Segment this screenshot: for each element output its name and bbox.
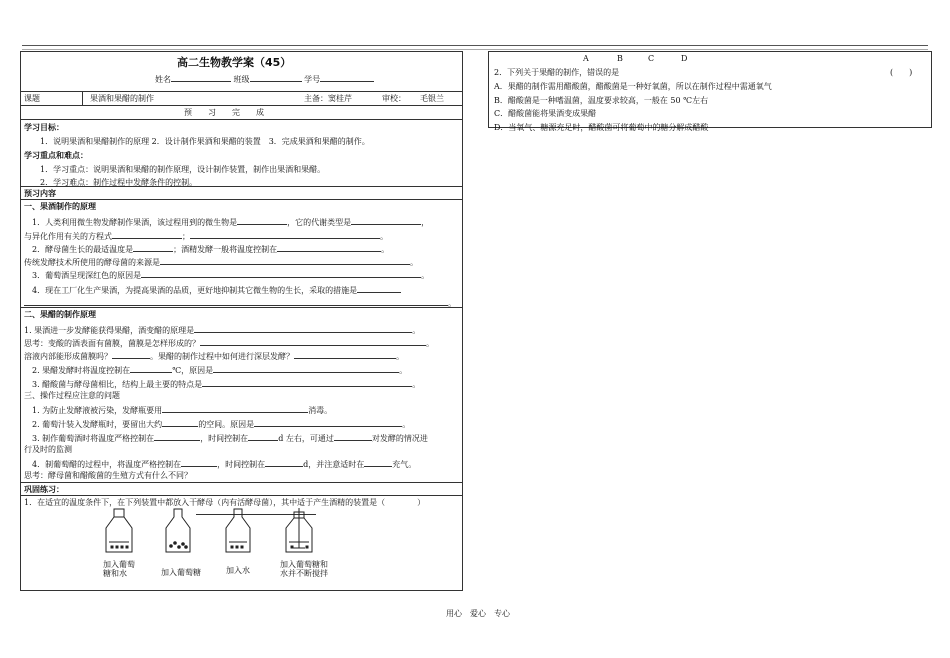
flask-c xyxy=(226,509,250,552)
s2-q2b: ℃，原因是 xyxy=(172,366,214,375)
right-option-a: A．果醋的制作需用醋酸菌，醋酸菌是一种好氧菌，所以在制作过程中需通氧气 xyxy=(494,82,772,91)
flask-d-label: 加入葡萄糖和 水并不断搅拌 xyxy=(280,560,328,578)
s1-q1b: ，它的代谢类型是 xyxy=(287,218,352,227)
blank xyxy=(162,404,308,413)
s3-q4a: 4．制葡萄醋的过程中，将温度严格控制在 xyxy=(32,460,182,469)
goals-title: 学习目标： xyxy=(24,123,64,132)
s1-q4: 4．现在工厂化生产果酒，为提高果酒的品质，更好地抑制其它微生物的生长，采取的措施是 xyxy=(32,286,358,295)
option-letter-a: A xyxy=(583,54,589,63)
goals-text: 1．说明果酒和果醋制作的原理 2．设计制作果酒和果醋的装置 3．完成果酒和果醋的制作。 xyxy=(40,137,370,146)
s1-q2c: 传统发酵技术所使用的酵母菌的来源是 xyxy=(24,258,160,267)
flask-c-label: 加入水 xyxy=(226,566,250,575)
s3-q4-line xyxy=(32,458,416,470)
s1-q2b: ；酒精发酵一般将温度控制在 xyxy=(173,245,278,254)
topic-label: 课题 xyxy=(24,94,40,103)
s3-q2b: 的空间。原因是 xyxy=(198,420,255,429)
blank xyxy=(162,418,198,427)
topic: 果酒和果醋的制作 xyxy=(90,94,154,103)
s2-q2a: 2. 果醋发酵时将温度控制在 xyxy=(32,366,131,375)
s3-q1b: 消毒。 xyxy=(308,406,333,415)
page-top-rule xyxy=(22,45,928,46)
keypoints-title: 学习重点和难点： xyxy=(24,151,88,160)
right-q2-paren: ( ) xyxy=(890,68,913,77)
s1-q1a: 1．人类利用微生物发酵制作果酒，该过程用到的微生物是 xyxy=(32,218,238,227)
right-option-d: D．当氧气、糖源充足时，醋酸菌可将葡萄中的糖分解成醋酸 xyxy=(494,123,709,132)
keypoint-1: 1．学习重点：说明果酒和果醋的制作原理，设计制作装置，制作出果酒和果醋。 xyxy=(40,165,326,174)
s3-q4c: d，并注意适时在 xyxy=(303,460,365,469)
s3-q4d: 充气。 xyxy=(392,460,417,469)
s1-q2a: 2．酵母菌生长的最适温度是 xyxy=(32,245,134,254)
number-label: 学号 xyxy=(304,75,321,84)
blank xyxy=(351,216,421,225)
s2-think1-line: 思考：变酸的酒表面有菌膜，菌膜是怎样形成的？ 。 xyxy=(24,339,434,348)
blank xyxy=(334,432,372,441)
blank xyxy=(213,364,399,373)
right-option-b: B．醋酸菌是一种嗜温菌，温度要求较高，一般在 50 ℃左右 xyxy=(494,96,709,105)
section2-title: 二、果醋的制作原理 xyxy=(24,310,96,319)
s3-q1-line xyxy=(32,404,332,416)
s2-q2-line: 2. 果醋发酵时将温度控制在 ℃，原因是 。 xyxy=(32,366,408,375)
preview-divider xyxy=(20,199,463,200)
page-top-rule-thin xyxy=(22,49,928,50)
flask-a-label: 加入葡萄 糖和水 xyxy=(103,560,135,578)
s3-q1a: 1. 为防止发酵液被污染，发酵瓶要用 xyxy=(32,406,163,415)
s2-q1: 1. 果酒进一步发酵能获得果醋，酒变醋的原理是 xyxy=(24,326,195,335)
section1-divider xyxy=(20,307,463,308)
keypoint-2: 2．学习难点：制作过程中发酵条件的控制。 xyxy=(40,178,198,187)
s1-q3: 3．葡萄酒呈现深红色的原因是 xyxy=(32,271,142,280)
blank xyxy=(254,418,402,427)
header-divider xyxy=(20,91,463,92)
name-blank xyxy=(171,73,231,82)
practice-title: 巩固练习： xyxy=(24,485,64,494)
preview-title: 预习内容 xyxy=(24,189,56,198)
blank xyxy=(130,364,172,373)
name-label: 姓名 xyxy=(155,75,171,84)
blank xyxy=(154,432,200,441)
practice-divider xyxy=(20,495,463,496)
s3-q3a: 3. 制作葡萄酒时将温度严格控制在 xyxy=(32,434,155,443)
s3-q2-line: 2. 葡萄汁装入发酵瓶时，要留出大约 的空间。原因是 。 xyxy=(32,420,411,429)
flask-a xyxy=(106,509,132,552)
s2-q3: 3. 醋酸菌与酵母菌相比，结构上最主要的特点是 xyxy=(32,380,203,389)
footer-text: 用心 爱心 专心 xyxy=(446,609,510,618)
s1-q1c: 与异化作用有关的方程式 xyxy=(24,232,112,241)
blank xyxy=(160,256,410,265)
section1-title: 一、果酒制作的原理 xyxy=(24,202,96,211)
option-letter-d: D xyxy=(681,54,688,63)
flask-b xyxy=(166,509,190,552)
blank xyxy=(202,378,412,387)
stage-label: 预 习 完 成 xyxy=(184,108,264,117)
option-letter-c: C xyxy=(648,54,655,63)
blank xyxy=(277,243,381,252)
number-blank xyxy=(320,73,374,82)
reviewer-label: 审校： xyxy=(382,94,406,103)
blank xyxy=(364,458,392,467)
topic-divider xyxy=(82,91,83,105)
s2-think2a: 溶液内部能形成菌膜吗？ xyxy=(24,352,112,361)
flask-b-label: 加入葡萄糖 xyxy=(161,568,201,577)
keypoints-divider xyxy=(20,186,463,187)
s1-q4-cont: 。 xyxy=(24,297,456,309)
class-blank xyxy=(250,73,302,82)
practice-q1: 1．在适宜的温度条件下，在下列装置中都放入干酵母（内有活酵母菌），其中适于产生酒精的装置是（ ） xyxy=(24,498,426,507)
blank xyxy=(237,216,287,225)
flask-diagrams xyxy=(100,506,340,556)
info-divider xyxy=(20,105,463,106)
s2-think2-line: 溶液内部能形成菌膜吗？ 。果醋的制作过程中如何进行深层发酵？ 。 xyxy=(24,352,404,361)
class-label: 班级 xyxy=(233,75,250,84)
s3-q3c: d 左右，可通过 xyxy=(278,434,334,443)
s1-q4-line xyxy=(32,284,401,296)
page-title: 高二生物教学案（45） xyxy=(177,56,292,69)
blank xyxy=(112,350,150,359)
blank xyxy=(248,432,278,441)
blank xyxy=(112,230,182,239)
s1-q1c-line: 与异化作用有关的方程式 ； 。 xyxy=(24,232,388,241)
s2-q1-line: 1. 果酒进一步发酵能获得果醋，酒变醋的原理是 。 xyxy=(24,326,421,335)
s3-q4b: ，时间控制在 xyxy=(217,460,266,469)
blank xyxy=(24,297,448,306)
s1-q3-line: 3．葡萄酒呈现深红色的原因是 。 xyxy=(32,271,430,280)
s1-q2c-line: 传统发酵技术所使用的酵母菌的来源是 。 xyxy=(24,258,418,267)
stage-divider xyxy=(20,119,463,120)
flask-d xyxy=(286,508,312,552)
s3-q3e: 行及时的监测 xyxy=(24,445,72,454)
s2-think1: 思考：变酸的酒表面有菌膜，菌膜是怎样形成的？ xyxy=(24,339,200,348)
blank xyxy=(357,284,401,293)
section3-title: 三、操作过程应注意的问题 xyxy=(24,391,120,400)
right-q2: 2．下列关于果醋的制作，错误的是 xyxy=(494,68,620,77)
s3-q2a: 2. 葡萄汁装入发酵瓶时，要留出大约 xyxy=(32,420,163,429)
s3-q3b: ，时间控制在 xyxy=(200,434,249,443)
s3-think: 思考：酵母菌和醋酸菌的生殖方式有什么不同？ xyxy=(24,471,192,480)
section3-divider xyxy=(20,482,463,483)
s2-q3-line: 3. 醋酸菌与酵母菌相比，结构上最主要的特点是 。 xyxy=(32,380,421,389)
blank xyxy=(190,230,380,239)
blank xyxy=(194,324,412,333)
blank xyxy=(181,458,217,467)
s3-q3d: 对发酵的情况进 xyxy=(371,434,428,443)
reviewer-name: 毛银兰 xyxy=(420,94,444,103)
blank xyxy=(133,243,173,252)
s2-think2b: 。果醋的制作过程中如何进行深层发酵？ xyxy=(150,352,294,361)
blank xyxy=(200,337,426,346)
blank xyxy=(294,350,396,359)
right-option-c: C．醋酸菌能将果酒变成果醋 xyxy=(494,109,597,118)
s1-q1: 1．人类利用微生物发酵制作果酒，该过程用到的微生物是 ，它的代谢类型是 ， xyxy=(32,218,430,227)
author: 主备：窦桂芹 xyxy=(304,94,352,103)
option-letter-b: B xyxy=(617,54,623,63)
blank xyxy=(141,269,421,278)
s3-q3-line xyxy=(32,432,428,444)
s1-q2: 2．酵母菌生长的最适温度是 ；酒精发酵一般将温度控制在 。 xyxy=(32,245,390,254)
name-field xyxy=(155,73,374,85)
blank xyxy=(265,458,303,467)
